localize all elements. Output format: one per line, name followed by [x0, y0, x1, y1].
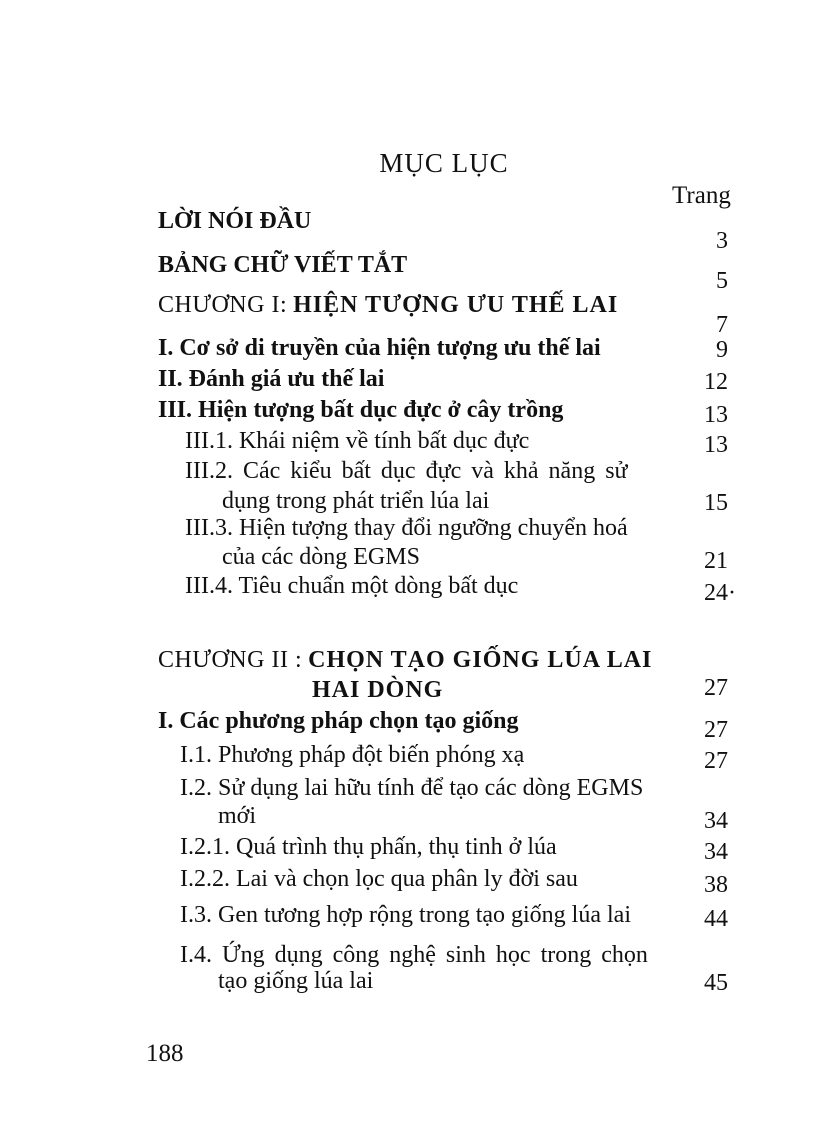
toc-page-number: 15 [704, 490, 728, 516]
toc-entry-subsection: I.1. Phương pháp đột biến phóng xạ [180, 742, 525, 768]
toc-entry-subsection-cont: dụng trong phát triển lúa lai [222, 488, 490, 514]
toc-page-number: 21 [704, 548, 728, 574]
toc-page-number: 13 [704, 432, 728, 458]
toc-entry-section: I. Các phương pháp chọn tạo giống [158, 708, 519, 734]
page-column-header: Trang [672, 182, 731, 209]
toc-page-number: 24· [704, 580, 736, 606]
footer-page-number: 188 [146, 1040, 184, 1067]
toc-entry-subsection: I.2.2. Lai và chọn lọc qua phân ly đời sau [180, 866, 578, 892]
toc-entry-preface: LỜI NÓI ĐẦU [158, 208, 312, 234]
toc-entry-subsection-cont: mới [218, 803, 257, 829]
chapter-prefix: CHƯƠNG II : [158, 647, 303, 673]
toc-page-number: 34 [704, 808, 728, 834]
toc-page-number: 13 [704, 402, 728, 428]
toc-entry-subsection: III.1. Khái niệm về tính bất dục đực [185, 428, 530, 454]
chapter-title: HIỆN TƯỢNG ƯU THẾ LAI [293, 292, 619, 318]
toc-entry-abbreviations: BẢNG CHỮ VIẾT TẮT [158, 252, 408, 278]
toc-entry-subsection-cont: của các dòng EGMS [222, 544, 420, 570]
toc-entry-subsection: I.3. Gen tương hợp rộng trong tạo giống lúa lai [180, 902, 631, 928]
toc-entry-subsection-cont: tạo giống lúa lai [218, 968, 374, 994]
toc-entry-subsection: III.3. Hiện tượng thay đổi ngưỡng chuyển hoá [185, 515, 628, 541]
toc-entry-section: II. Đánh giá ưu thế lai [158, 366, 385, 392]
toc-page-number: 5 [716, 268, 728, 294]
toc-entry-subsection: III.4. Tiêu chuẩn một dòng bất dục [185, 573, 519, 599]
toc-page-number: 12 [704, 369, 728, 395]
toc-entry-section: III. Hiện tượng bất dục đực ở cây trồng [158, 397, 564, 423]
page-title: MỤC LỤC [379, 148, 509, 178]
toc-page-number: 38 [704, 872, 728, 898]
toc-entry-section: I. Cơ sở di truyền của hiện tượng ưu thế lai [158, 335, 601, 361]
chapter-prefix: CHƯƠNG I: [158, 292, 288, 318]
toc-page-number: 9 [716, 337, 728, 363]
toc-entry-subsection: III.2. Các kiểu bất dục đực và khả năng sử [185, 458, 628, 484]
toc-entry-subsection: I.2.1. Quá trình thụ phấn, thụ tinh ở lúa [180, 834, 557, 860]
toc-chapter-2 [158, 647, 652, 674]
toc-entry-subsection: I.2. Sử dụng lai hữu tính để tạo các dòng EGMS [180, 775, 644, 801]
toc-page-number: 3 [716, 228, 728, 254]
toc-page-number: 27 [704, 748, 728, 774]
toc-page-number: 7 [716, 312, 728, 338]
chapter-title-cont: HAI DÒNG [312, 677, 444, 703]
toc-page-number: 45 [704, 970, 728, 996]
toc-page-number: 27 [704, 717, 728, 743]
toc-entry-subsection: I.4. Ứng dụng công nghệ sinh học trong chọn [180, 942, 648, 968]
toc-page-number: 34 [704, 839, 728, 865]
chapter-title: CHỌN TẠO GIỐNG LÚA LAI [308, 647, 653, 673]
toc-page-number: 44 [704, 906, 728, 932]
toc-page-number: 27 [704, 675, 728, 701]
toc-chapter-1 [158, 292, 618, 319]
